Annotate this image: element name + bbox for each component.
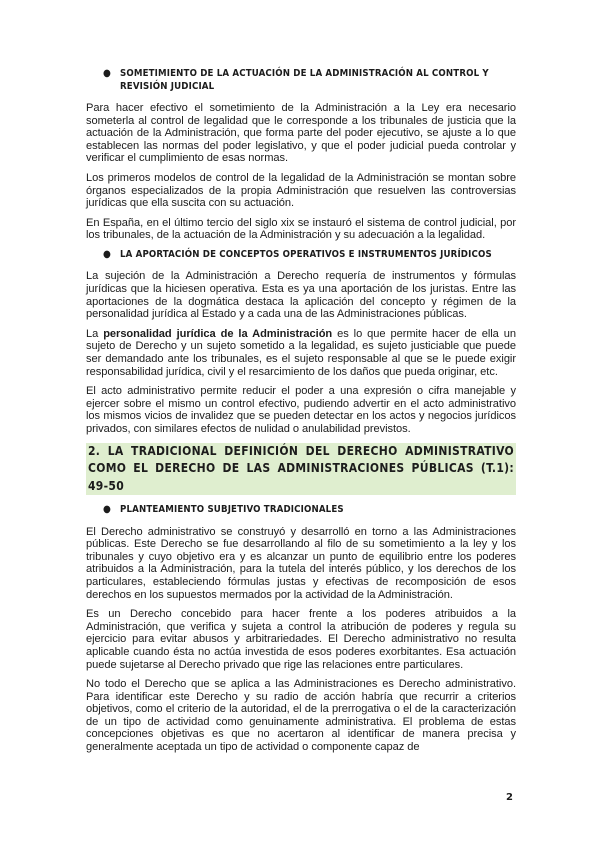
heading-text: SOMETIMIENTO DE LA ACTUACIÓN DE LA ADMINISTRACIÓN AL CONTROL Y REVISIÓN JUDICIAL bbox=[120, 68, 489, 92]
paragraph: En España, en el último tercio del siglo xix se instauró el sistema de control judicial, por los tribunales, de la actuación de la Administración y su adecuación a la legalidad. bbox=[86, 216, 516, 242]
bullet-icon: ● bbox=[103, 248, 112, 260]
paragraph: El acto administrativo permite reducir el poder a una expresión o cifra manejable y ejercer sobre el mismo un control efectivo, pudiendo advertir en el acto administrativo los mismos vicios de invalidez que se pueden detectar en los actos y negocios jurídicos privados, con similares efectos de nulidad o anulabilidad previstos. bbox=[86, 385, 516, 435]
bullet-heading-sometimiento bbox=[86, 68, 516, 93]
bullet-heading-planteamiento bbox=[86, 504, 516, 517]
bullet-icon: ● bbox=[103, 504, 112, 516]
paragraph: No todo el Derecho que se aplica a las Administraciones es Derecho administrativo. Para identificar este Derecho y su radio de acción habría que recurrir a criterios objetivos, como el criterio de la autoridad, el de la prerrogativa o el de la caracterización de un tipo de actividad como genuinamente administrativa. El problema de estas concepciones objetivas es que no acertaron al identificar de manera precisa y generalmente aceptada un tipo de actividad o componente capaz de bbox=[86, 678, 516, 754]
text-run: La bbox=[86, 327, 104, 340]
paragraph: Es un Derecho concebido para hacer frente a los poderes atribuidos a la Administración, que verifica y sujeta a control la atribución de poderes y regula su ejercicio para evitar abusos y arbitrariedades. El Derecho administrativo no resulta aplicable cuando ésta no actúa investida de esos poderes exorbitantes. Esa actuación puede sujetarse al Derecho privado que rige las relaciones entre particulares. bbox=[86, 608, 516, 671]
paragraph-personalidad bbox=[86, 328, 516, 378]
heading-text: LA APORTACIÓN DE CONCEPTOS OPERATIVOS E INSTRUMENTOS JURÍDICOS bbox=[120, 248, 492, 260]
paragraph: Los primeros modelos de control de la legalidad de la Administración se montan sobre órganos especializados de la propia Administración que resuelven las controversias jurídicas que ella suscita con su actuación. bbox=[86, 171, 516, 210]
document-page bbox=[86, 68, 516, 761]
bullet-icon: ● bbox=[103, 68, 112, 79]
paragraph: Para hacer efectivo el sometimiento de la Administración a la Ley era necesario someterla al control de legalidad que le corresponde a los tribunales de justicia que la actuación de la Administración, que forma parte del poder ejecutivo, se ajuste a lo que establecen las normas del poder legislativo, y que el poder judicial pueda controlar y verificar el cumplimiento de esas normas. bbox=[86, 102, 516, 165]
page-number: 2 bbox=[506, 792, 513, 803]
paragraph: La sujeción de la Administración a Derecho requería de instrumentos y fórmulas jurídicas que la hiciesen operativa. Esta es ya una aportación de los juristas. Entre las aportaciones de la dogmática destaca la aplicación del concepto y régimen de la personalidad jurídica al Estado y a cada una de las Administraciones públicas. bbox=[86, 270, 516, 321]
bullet-heading-aportacion bbox=[86, 249, 516, 262]
section-heading: 2. LA TRADICIONAL DEFINICIÓN DEL DERECHO ADMINISTRATIVO COMO EL DERECHO DE LAS ADMINISTRACIONES PÚBLICAS (T.1): 49-50 bbox=[86, 443, 516, 496]
paragraph: El Derecho administrativo se construyó y desarrolló en torno a las Administraciones públicas. Este Derecho se fue desarrollando al filo de su sometimiento a la ley y los tribunales y cuyo objetivo era y es alcanzar un punto de equilibrio entre los poderes atribuidos a la Administración, para la tutela del interés público, y los derechos de los particulares, estableciendo fórmulas justas y efectivas de recomposición de esos derechos en los supuestos mermados por la actividad de la Administración. bbox=[86, 525, 516, 601]
bold-term: personalidad jurídica de la Administración bbox=[103, 327, 333, 340]
heading-text: PLANTEAMIENTO SUBJETIVO TRADICIONALES bbox=[120, 504, 344, 516]
text-run: es lo que permite hacer de ella un sujeto de Derecho y un sujeto sometido a la legalidad, es sujeto justiciable que puede ser demandado ante los tribunales, es el sujeto responsable al que se le puede exigir responsabilidad jurídica, civil y el resarcimiento de los daños que pueda originar, etc. bbox=[86, 327, 516, 378]
